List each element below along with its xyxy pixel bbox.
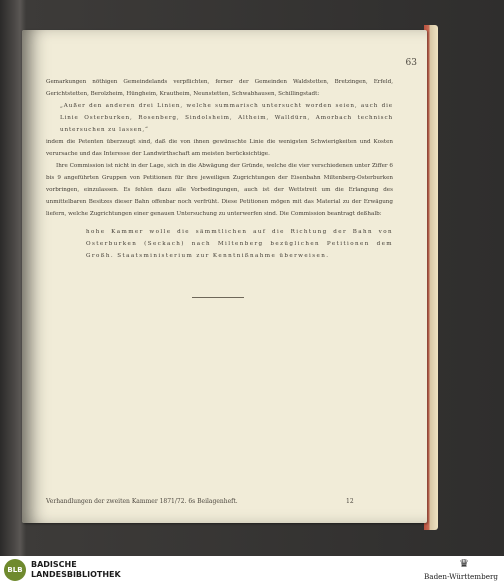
state-logo-text[interactable]: Baden-Württemberg (424, 572, 498, 581)
quoted-request: „Außer den anderen drei Linien, welche summarisch untersucht worden seien, auch die Linie Osterburken, Rosenberg, Sindolsheim, Altheim, Walldürn, Amorbach technisch untersuchen zu lassen,“ (60, 103, 393, 133)
library-name-line1: BADISCHE (31, 560, 77, 569)
commission-motion: hohe Kammer wolle die sämmtlichen auf die Richtung der Bahn von Osterburken (Seckach) nach Miltenberg bezüglichen Petitionen dem Großh. Staatsministerium zur Kenntnißnahme überweisen. (86, 229, 393, 259)
paragraph: Ihre Commission ist nicht in der Lage, sich in die Abwägung der Gründe, welche die vier verschiedenen unter Ziffer 6 bis 9 angeführten Gruppen von Petitionen für ihre jeweiligen Zugrichtungen der Eisenbahn Miltenberg-Osterburken vorbringen, einzulassen. Es fehlen dazu alle Vorbedingungen, auch ist der Wettstreit um die Erlangung des unmittelbaren Besitzes dieser Bahn offenbar noch verfrüht. Diese Petitionen mögen mit das Material zu der Erwägung liefern, welche Zugrichtungen einer genauen Untersuchung zu unterwerfen sind. Die Commission beantragt deßhalb: (46, 163, 393, 217)
section-divider (192, 297, 244, 298)
paragraph: Gemarkungen nöthigen Gemeindelands verpflichten, ferner der Gemeinden Waldstetten, Bretzingen, Erfeld, Gerichtstetten, Berolzheim, Hüngheim, Krautheim, Neunstetten, Schwabhausen, Schillingstadt: (46, 79, 393, 97)
library-footer-bar (0, 556, 504, 584)
page-text (46, 76, 393, 262)
library-name-line2: LANDESBIBLIOTHEK (31, 570, 121, 579)
footer-sheet-number: 12 (346, 498, 354, 505)
footer-citation: Verhandlungen der zweiten Kammer 1871/72. 6s Beilagenheft. (46, 498, 238, 505)
page-number: 63 (405, 58, 417, 68)
document-page (22, 30, 427, 523)
coat-of-arms-icon: ♛ (459, 557, 469, 570)
blb-logo[interactable]: BLB (4, 559, 26, 581)
library-name[interactable] (31, 560, 121, 580)
paragraph: indem die Petenten überzeugt sind, daß die von ihnen gewünschte Linie die wenigsten Schwierigkeiten und Kosten verursache und das Interesse der Landwirthschaft am meisten berücksichtige. (46, 139, 393, 157)
